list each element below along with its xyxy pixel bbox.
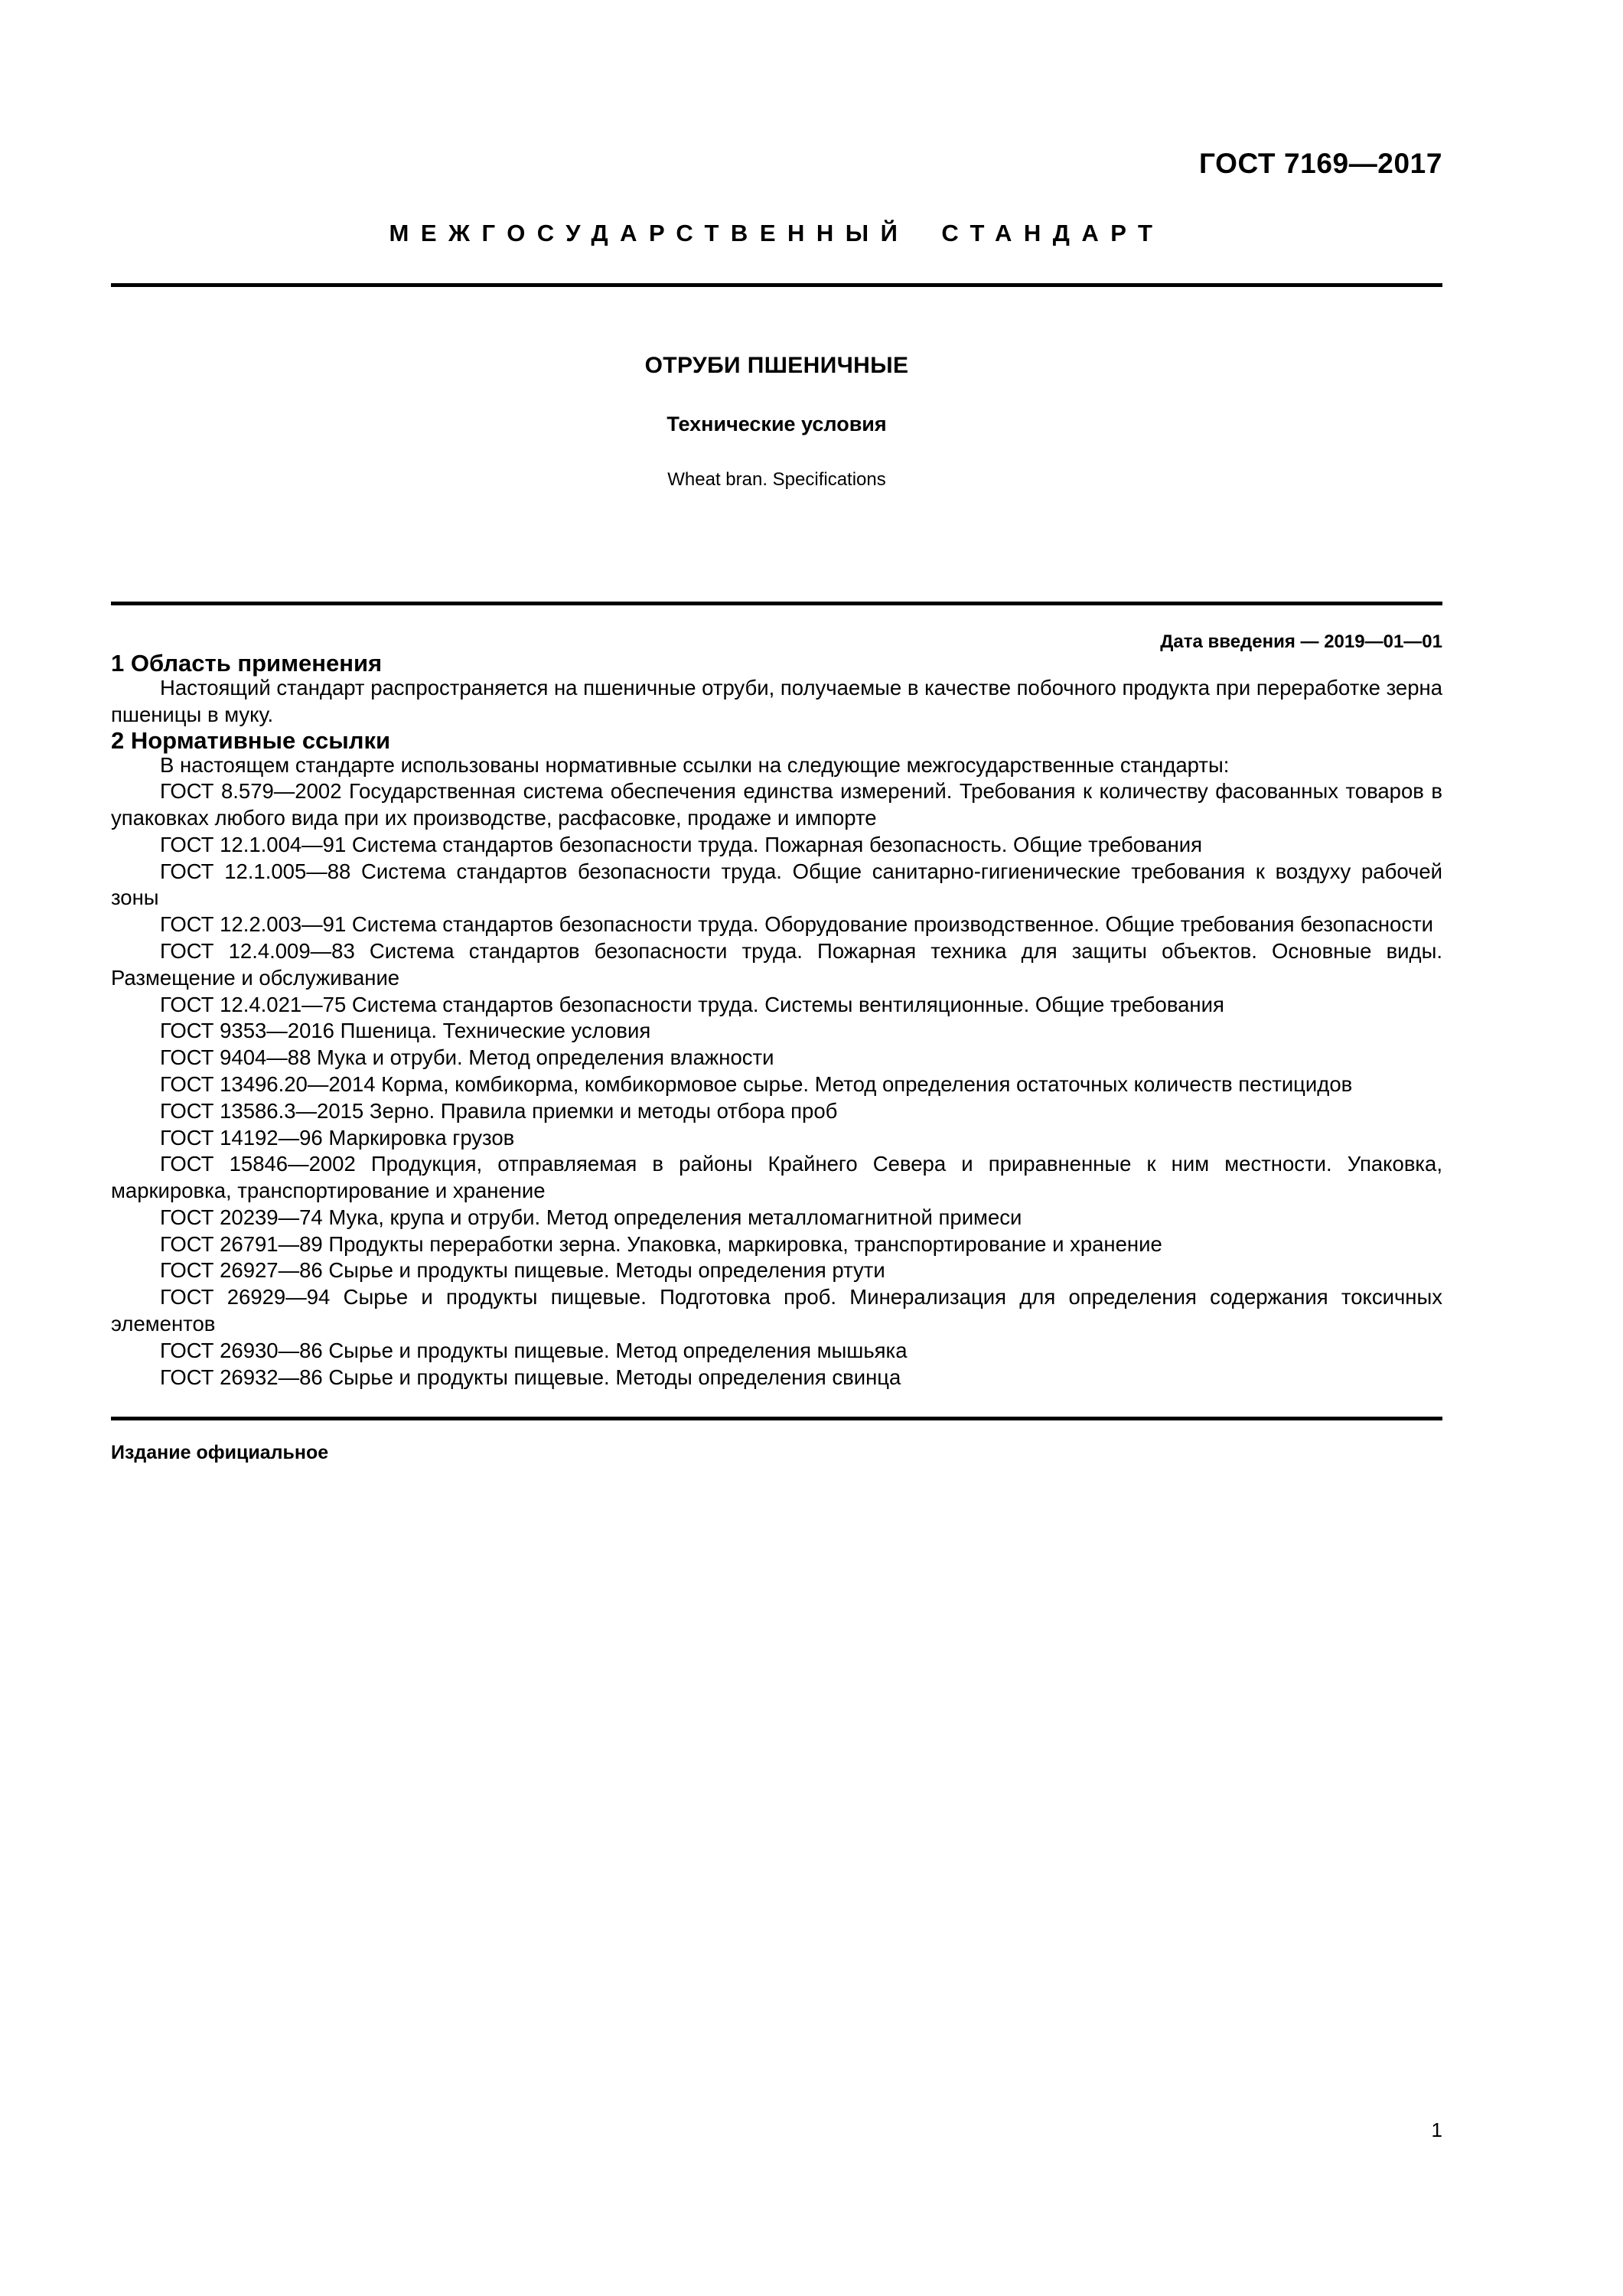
reference-item: ГОСТ 26929—94 Сырье и продукты пищевые. Подготовка проб. Минерализация для определения содержания токсичных элементов xyxy=(111,1285,1442,1336)
standard-kind-word-1: МЕЖГОСУДАРСТВЕННЫЙ xyxy=(389,220,910,246)
page-content xyxy=(111,0,1442,2296)
normative-references-list xyxy=(111,778,1442,1391)
section-1-paragraph: Настоящий стандарт распространяется на пшеничные отруби, получаемые в качестве побочного продукта при переработке зерна пшеницы в муку. xyxy=(111,676,1442,726)
reference-item: ГОСТ 20239—74 Мука, крупа и отруби. Метод определения металломагнитной примеси xyxy=(160,1205,1022,1229)
section-heading-2: 2 Нормативные ссылки xyxy=(111,726,391,754)
reference-item: ГОСТ 14192—96 Маркировка грузов xyxy=(160,1125,515,1150)
introduction-date: Дата введения — 2019—01—01 xyxy=(1160,631,1442,652)
reference-item: ГОСТ 8.579—2002 Государственная система обеспечения единства измерений. Требования к количеству фасованных товаров в упаковках любого вида при их производстве, расфасовке, продаже и импорте xyxy=(111,779,1442,830)
title-block xyxy=(111,354,1442,489)
section-heading-1: 1 Область применения xyxy=(111,650,383,677)
reference-item: ГОСТ 15846—2002 Продукция, отправляемая в районы Крайнего Севера и приравненные к ним местности. Упаковка, маркировка, транспортирование и хранение xyxy=(111,1152,1442,1203)
standard-kind-word-2: СТАНДАРТ xyxy=(941,220,1165,246)
horizontal-rule-middle xyxy=(111,602,1442,605)
reference-item: ГОСТ 12.1.005—88 Система стандартов безопасности труда. Общие санитарно-гигиенические требования к воздуху рабочей зоны xyxy=(111,859,1442,910)
reference-item: ГОСТ 12.2.003—91 Система стандартов безопасности труда. Оборудование производственное. Общие требования безопасности xyxy=(160,912,1434,937)
official-edition-note: Издание официальное xyxy=(111,1442,329,1464)
reference-item: ГОСТ 26930—86 Сырье и продукты пищевые. Метод определения мышьяка xyxy=(160,1338,908,1362)
document-title: ОТРУБИ ПШЕНИЧНЫЕ xyxy=(644,353,909,378)
reference-item: ГОСТ 12.1.004—91 Система стандартов безопасности труда. Пожарная безопасность. Общие требования xyxy=(160,832,1203,856)
reference-item: ГОСТ 9353—2016 Пшеница. Технические условия xyxy=(160,1019,651,1043)
document-subtitle: Технические условия xyxy=(666,413,887,435)
reference-item: ГОСТ 13496.20—2014 Корма, комбикорма, комбикормовое сырье. Метод определения остаточных количеств пестицидов xyxy=(160,1071,1353,1096)
document-title-english: Wheat bran. Specifications xyxy=(667,469,886,490)
reference-item: ГОСТ 13586.3—2015 Зерно. Правила приемки и методы отбора проб xyxy=(160,1098,838,1123)
reference-item: ГОСТ 26932—86 Сырье и продукты пищевые. Методы определения свинца xyxy=(160,1365,901,1389)
gost-number: ГОСТ 7169—2017 xyxy=(1199,148,1442,179)
horizontal-rule-top xyxy=(111,283,1442,287)
section-2-paragraph: В настоящем стандарте использованы нормативные ссылки на следующие межгосударственные стандарты: xyxy=(160,752,1230,777)
reference-item: ГОСТ 26791—89 Продукты переработки зерна. Упаковка, маркировка, транспортирование и хранение xyxy=(160,1231,1162,1256)
horizontal-rule-bottom xyxy=(111,1417,1442,1420)
reference-item: ГОСТ 26927—86 Сырье и продукты пищевые. Методы определения ртути xyxy=(160,1258,885,1283)
standard-kind-line xyxy=(111,221,1442,245)
reference-item: ГОСТ 12.4.009—83 Система стандартов безопасности труда. Пожарная техника для защиты объектов. Основные виды. Размещение и обслуживание xyxy=(111,939,1442,990)
reference-item: ГОСТ 9404—88 Мука и отруби. Метод определения влажности xyxy=(160,1045,774,1070)
reference-item: ГОСТ 12.4.021—75 Система стандартов безопасности труда. Системы вентиляционные. Общие требования xyxy=(160,992,1224,1016)
page-number: 1 xyxy=(1431,2118,1442,2141)
